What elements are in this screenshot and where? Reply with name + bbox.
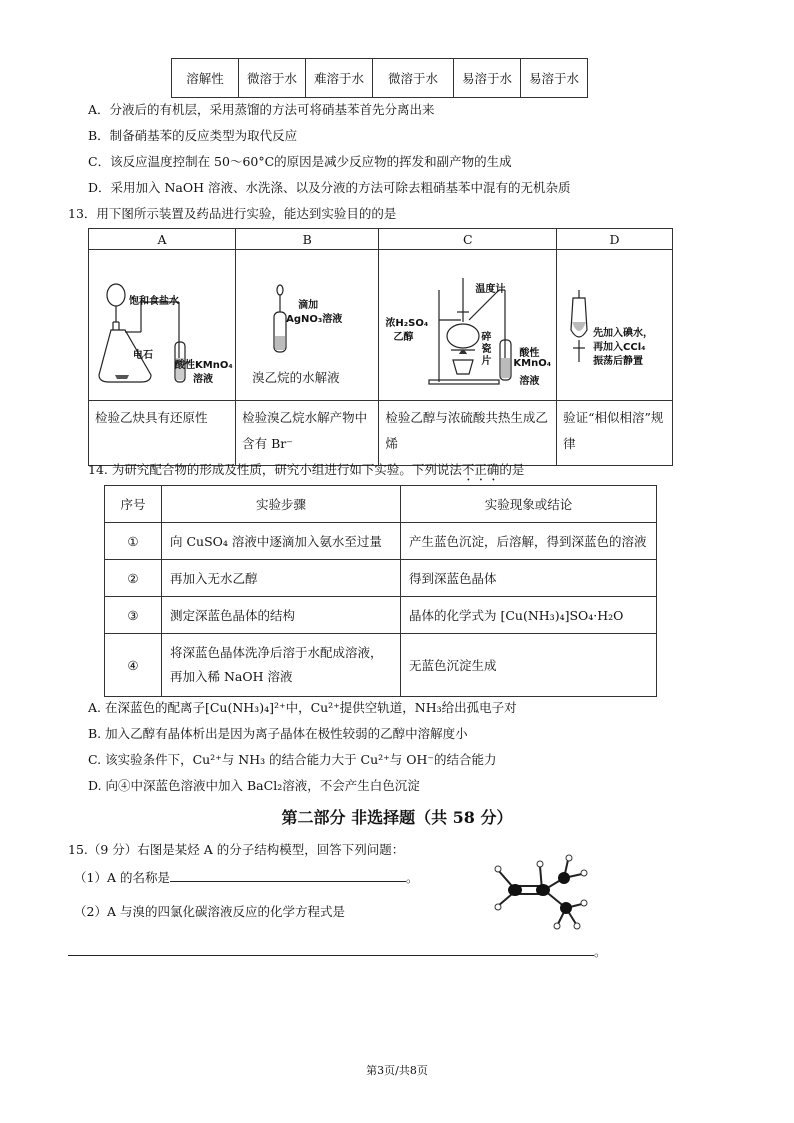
label: 电石 — [133, 350, 153, 361]
label: 温度计 — [475, 284, 506, 295]
figure-d — [557, 250, 673, 401]
q14-option-c: C. 该实验条件下，Cu²⁺与 NH₃ 的结合能力大于 Cu²⁺与 OH⁻的结合能力 — [88, 752, 497, 767]
q13-stem: 13．用下图所示装置及药品进行实验，能达到实验目的的是 — [68, 206, 397, 221]
caption-cell: 检验溴乙烷水解产物中含有 Br⁻ — [236, 401, 379, 466]
table-row — [89, 229, 673, 250]
answer-blank[interactable] — [68, 943, 594, 956]
caption-cell: 验证“相似相溶”规律 — [557, 401, 673, 466]
step-cell: 测定深蓝色晶体的结构 — [162, 597, 401, 634]
label: 溶液 — [519, 376, 540, 387]
q15-part2: （2）A 与溴的四氯化碳溶液反应的化学方程式是 — [74, 904, 345, 919]
table-row — [105, 634, 657, 697]
q14-table — [104, 485, 657, 697]
label: 先加入碘水， — [593, 328, 654, 339]
apparatus-a-diagram — [89, 250, 235, 398]
table-row — [89, 250, 673, 401]
q15-stem: 15.（9 分）右图是某烃 A 的分子结构模型，回答下列问题： — [68, 842, 405, 857]
table-row — [105, 597, 657, 634]
row-number: ② — [105, 560, 162, 597]
label: 溶液 — [193, 374, 213, 385]
q13-table — [88, 228, 673, 466]
label: KMnO₄ — [513, 358, 552, 369]
header-cell: 实验现象或结论 — [401, 486, 657, 523]
part-text: （1）A 的名称是 — [74, 870, 170, 885]
answer-blank[interactable] — [170, 869, 406, 882]
step-cell: 将深蓝色晶体洗净后溶于水配成溶液，再加入稀 NaOH 溶液 — [162, 634, 401, 697]
figure-b — [236, 250, 379, 401]
table-row — [105, 560, 657, 597]
label: 浓H₂SO₄ — [385, 318, 429, 329]
result-cell: 产生蓝色沉淀，后溶解，得到深蓝色的溶液 — [401, 523, 657, 560]
part-end: 。 — [594, 944, 607, 959]
figure-c — [379, 250, 557, 401]
cell: 易溶于水 — [521, 59, 588, 98]
table-row — [105, 523, 657, 560]
label: 酸性 — [519, 348, 540, 359]
q12-option-a: A．分液后的有机层，采用蒸馏的方法可将硝基苯首先分离出来 — [88, 102, 435, 117]
q12-option-d: D．采用加入 NaOH 溶液、水洗涤、以及分液的方法可除去粗硝基苯中混有的无机杂质 — [88, 180, 571, 195]
label: 碎 — [481, 332, 492, 343]
stem-text: 的是 — [499, 462, 525, 477]
caption-cell: 检验乙醇与浓硫酸共热生成乙烯 — [379, 401, 557, 466]
header-cell: A — [89, 229, 236, 250]
header-cell: C — [379, 229, 557, 250]
part-end: 。 — [405, 870, 419, 885]
cell: 溶解性 — [172, 59, 239, 98]
label: AgNO₃溶液 — [286, 314, 343, 325]
caption-cell: 检验乙炔具有还原性 — [89, 401, 236, 466]
label: 片 — [481, 356, 492, 367]
label: 饱和食盐水 — [129, 296, 179, 307]
result-cell: 晶体的化学式为 [Cu(NH₃)₄]SO₄·H₂O — [401, 597, 657, 634]
cell: 难溶于水 — [306, 59, 373, 98]
stem-text: 14. 为研究配合物的形成及性质，研究小组进行如下实验。下列说法 — [88, 462, 462, 477]
q14-option-d: D. 向④中深蓝色溶液中加入 BaCl₂溶液，不会产生白色沉淀 — [88, 778, 420, 793]
header-cell: B — [236, 229, 379, 250]
label: 振荡后静置 — [593, 356, 644, 367]
solubility-table — [171, 58, 588, 98]
label: 酸性KMnO₄ — [175, 360, 233, 371]
q14-option-b: B. 加入乙醇有晶体析出是因为离子晶体在极性较弱的乙醇中溶解度小 — [88, 726, 468, 741]
label: 溴乙烷的水解液 — [252, 370, 340, 385]
q14-stem — [88, 460, 524, 484]
q15-part2-answer — [68, 942, 607, 960]
step-cell: 向 CuSO₄ 溶液中逐滴加入氨水至过量 — [162, 523, 401, 560]
row-number: ① — [105, 523, 162, 560]
header-cell: D — [557, 229, 673, 250]
stem-emphasis: 不正确 — [461, 462, 500, 477]
cell: 易溶于水 — [454, 59, 521, 98]
table-row — [89, 401, 673, 466]
label: 乙醇 — [393, 332, 414, 343]
row-number: ④ — [105, 634, 162, 697]
molecule-model-image — [488, 850, 588, 932]
header-cell: 序号 — [105, 486, 162, 523]
q12-option-c: C．该反应温度控制在 50～60°C的原因是减少反应物的挥发和副产物的生成 — [88, 154, 512, 169]
q12-option-b: B．制备硝基苯的反应类型为取代反应 — [88, 128, 298, 143]
header-cell: 实验步骤 — [162, 486, 401, 523]
table-row — [105, 486, 657, 523]
q14-option-a: A. 在深蓝色的配离子[Cu(NH₃)₄]²⁺中，Cu²⁺提供空轨道，NH₃给出孤电子对 — [88, 700, 517, 715]
label: 再加入CCl₄ — [593, 342, 646, 353]
section-title: 第二部分 非选择题（共 58 分） — [281, 808, 513, 827]
page-number: 第3页/共8页 — [366, 1064, 428, 1077]
cell: 微溶于水 — [373, 59, 454, 98]
row-number: ③ — [105, 597, 162, 634]
figure-a — [89, 250, 236, 401]
q15-part1 — [74, 868, 418, 886]
label: 瓷 — [481, 344, 492, 355]
result-cell: 无蓝色沉淀生成 — [401, 634, 657, 697]
step-cell: 再加入无水乙醇 — [162, 560, 401, 597]
cell: 微溶于水 — [239, 59, 306, 98]
result-cell: 得到深蓝色晶体 — [401, 560, 657, 597]
label: 滴加 — [298, 300, 319, 311]
table-row — [172, 59, 588, 98]
